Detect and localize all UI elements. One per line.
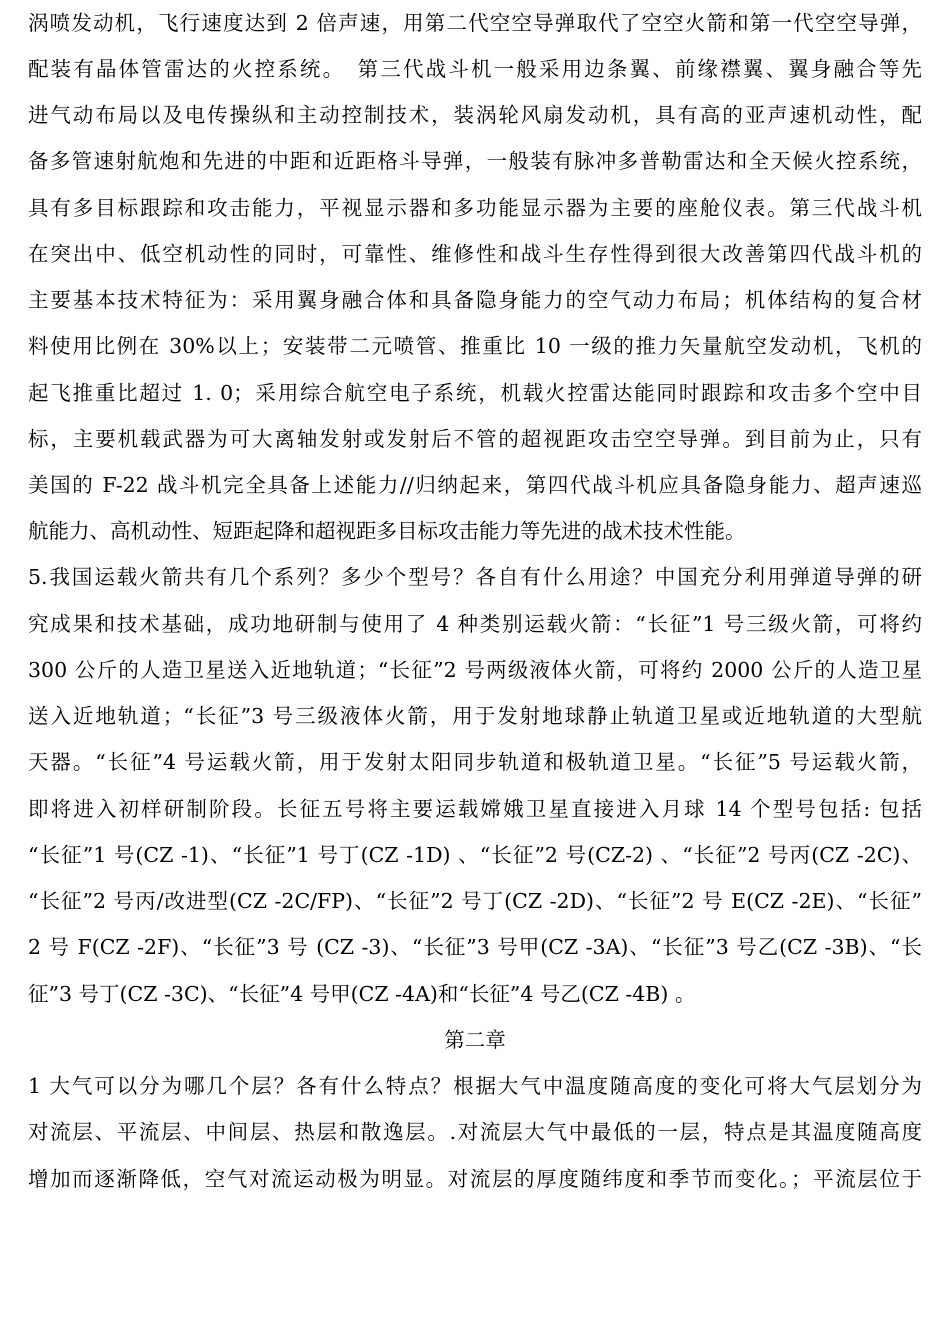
- text-line: 主要基本技术特征为：采用翼身融合体和具备隐身能力的空气动力布局；机体结构的复合材: [28, 288, 922, 312]
- text-line: 进气动布局以及电传操纵和主动控制技术，装涡轮风扇发动机，具有高的亚声速机动性，配: [28, 103, 922, 127]
- question-5-line: 5.我国运载火箭共有几个系列？多少个型号？各自有什么用途？中国充分利用弹道导弹的研: [28, 565, 922, 589]
- text-line: 料使用比例在 30%以上；安装带二元喷管、推重比 10 一级的推力矢量航空发动机，飞机的: [28, 334, 922, 358]
- text-line: 300 公斤的人造卫星送入近地轨道；“长征”2 号两级液体火箭，可将约 2000 公斤的人造卫星: [28, 658, 922, 682]
- text-line: 天器。“长征”4 号运载火箭，用于发射太阳同步轨道和极轨道卫星。“长征”5 号运载火箭，: [28, 750, 922, 774]
- text-line: “长征”2 号丙/改进型(CZ -2C/FP)、“长征”2 号丁(CZ -2D)、“长征”2 号 E(CZ -2E)、“长征”: [28, 889, 922, 913]
- text-line: 究成果和技术基础，成功地研制与使用了 4 种类别运载火箭：“长征”1 号三级火箭，可将约: [28, 612, 922, 636]
- text-line: 在突出中、低空机动性的同时，可靠性、维修性和战斗生存性得到很大改善第四代战斗机的: [28, 242, 922, 266]
- chapter-heading: 第二章: [444, 1028, 506, 1052]
- question-1-line: 1 大气可以分为哪几个层？各有什么特点？根据大气中温度随高度的变化可将大气层划分为: [28, 1074, 922, 1098]
- text-line: 即将进入初样研制阶段。长征五号将主要运载嫦娥卫星直接进入月球 14 个型号包括: 包括: [28, 797, 922, 821]
- text-line: 配装有晶体管雷达的火控系统。 第三代战斗机一般采用边条翼、前缘襟翼、翼身融合等先: [28, 57, 922, 81]
- text-line: 航能力、高机动性、短距起降和超视距多目标攻击能力等先进的战术技术性能。: [28, 519, 746, 543]
- text-line: 具有多目标跟踪和攻击能力，平视显示器和多功能显示器为主要的座舱仪表。第三代战斗机: [28, 196, 922, 220]
- text-line: 标，主要机载武器为可大离轴发射或发射后不管的超视距攻击空空导弹。到目前为止，只有: [28, 427, 922, 451]
- text-line: 涡喷发动机，飞行速度达到 2 倍声速，用第二代空空导弹取代了空空火箭和第一代空空导弹，: [28, 11, 922, 35]
- text-line: 对流层、平流层、中间层、热层和散逸层。.对流层大气中最低的一层，特点是其温度随高度: [28, 1120, 922, 1144]
- text-line: 送入近地轨道；“长征”3 号三级液体火箭，用于发射地球静止轨道卫星或近地轨道的大型航: [28, 704, 922, 728]
- text-line: 备多管速射航炮和先进的中距和近距格斗导弹，一般装有脉冲多普勒雷达和全天候火控系统，: [28, 149, 922, 173]
- text-line: 增加而逐渐降低，空气对流运动极为明显。对流层的厚度随纬度和季节而变化。；平流层位于: [28, 1167, 922, 1191]
- text-line: 美国的 F-22 战斗机完全具备上述能力//归纳起来，第四代战斗机应具备隐身能力、超声速巡: [28, 473, 922, 497]
- text-line: 征”3 号丁(CZ -3C)、“长征”4 号甲(CZ -4A)和“长征”4 号乙(CZ -4B) 。: [28, 982, 696, 1006]
- text-line: 起飞推重比超过 1. 0；采用综合航空电子系统，机载火控雷达能同时跟踪和攻击多个空中目: [28, 381, 922, 405]
- text-line: 2 号 F(CZ -2F)、“长征”3 号 (CZ -3)、“长征”3 号甲(CZ -3A)、“长征”3 号乙(CZ -3B)、“长: [28, 935, 922, 959]
- text-line: “长征”1 号(CZ -1)、“长征”1 号丁(CZ -1D) 、“长征”2 号(CZ-2) 、“长征”2 号丙(CZ -2C)、: [28, 843, 922, 867]
